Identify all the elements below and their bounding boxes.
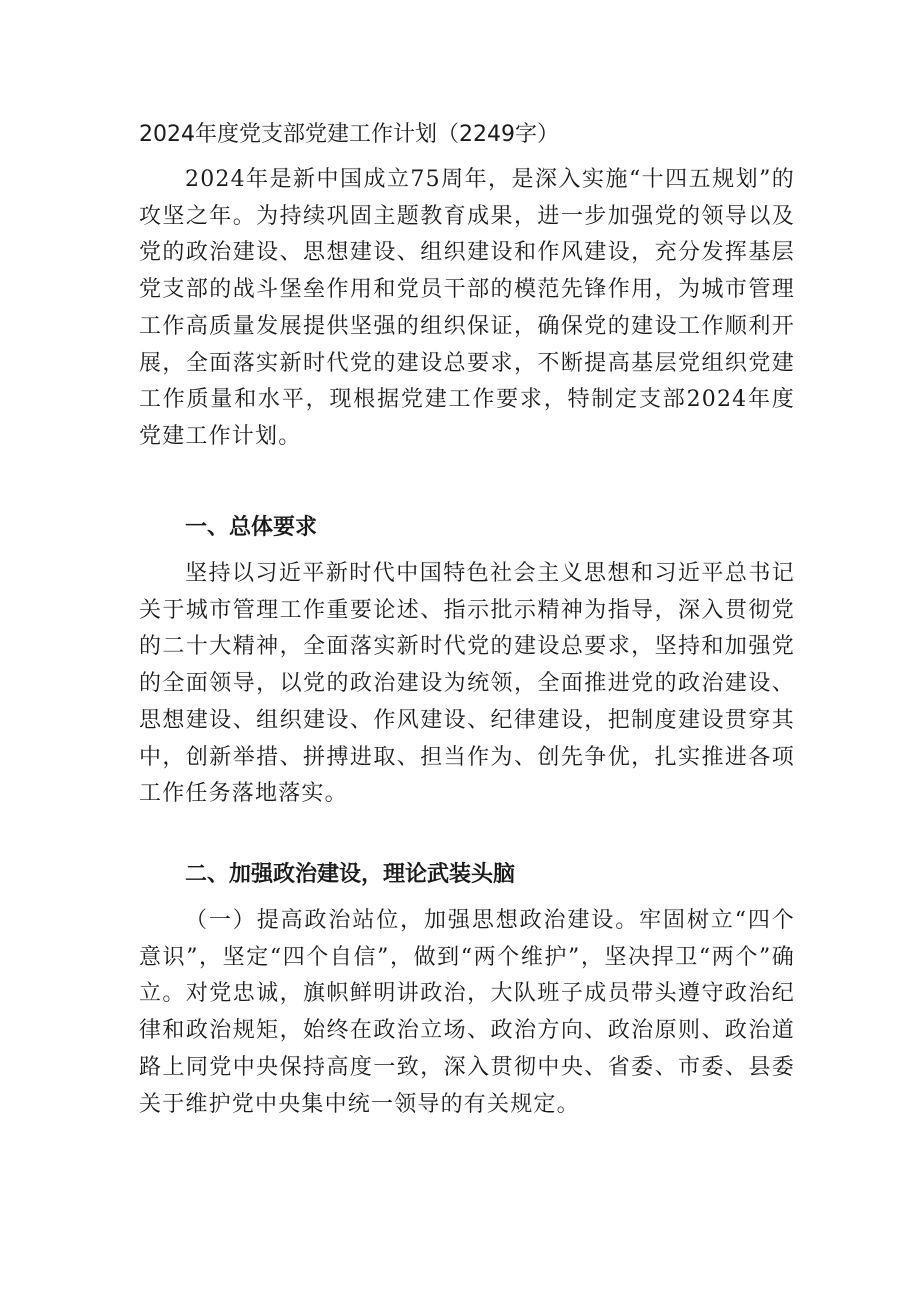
intro-paragraph: 2024年是新中国成立75周年，是深入实施“十四五规划”的攻坚之年。为持续巩固主题教育成果，进一步加强党的领导以及党的政治建设、思想建设、组织建设和作风建设，充分发挥基层党支部的战斗堡垒作用和党员干部的模范先锋作用，为城市管理工作高质量发展提供坚强的组织保证，确保党的建设工作顺利开展，全面落实新时代党的建设总要求，不断提高基层党组织党建工作质量和水平，现根据党建工作要求，特制定支部2024年度党建工作计划。	[139, 167, 795, 449]
section-body-political-building: （一）提高政治站位，加强思想政治建设。牢固树立“四个意识”，坚定“四个自信”，做到“两个维护”，坚决捍卫“两个”确立。对党忠诚，旗帜鲜明讲政治，大队班子成员带头遵守政治纪律和政治规矩，始终在政治立场、政治方向、政治原则、政治道路上同党中央保持高度一致，深入贯彻中央、省委、市委、县委关于维护党中央集中统一领导的有关规定。	[139, 908, 795, 1117]
section-heading-overall-requirements: 一、总体要求	[185, 515, 318, 540]
document-title: 2024年度党支部党建工作计划（2249字）	[139, 122, 559, 147]
section-body-overall-requirements: 坚持以习近平新时代中国特色社会主义思想和习近平总书记关于城市管理工作重要论述、指示批示精神为指导，深入贯彻党的二十大精神，全面落实新时代党的建设总要求，坚持和加强党的全面领导，以党的政治建设为统领，全面推进党的政治建设、思想建设、组织建设、作风建设、纪律建设，把制度建设贯穿其中，创新举措、拼搏进取、担当作为、创先争优，扎实推进各项工作任务落地落实。	[139, 561, 795, 807]
section-heading-political-building: 二、加强政治建设，理论武装头脑	[185, 862, 516, 887]
